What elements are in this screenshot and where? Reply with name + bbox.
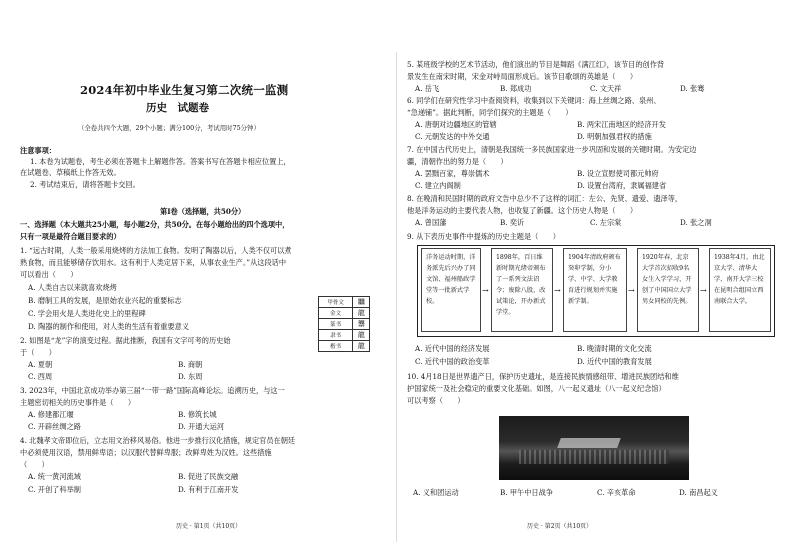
answer-option: B. 磨制工具的发展，是原始农业兴起的重要标志 [28, 296, 182, 305]
character-glyph: 龍 [353, 330, 370, 341]
arrow-right-icon: → [482, 286, 489, 295]
page-footer: 历史 · 第1页（共10页） [176, 523, 242, 530]
event-panel: 1898年，百日维新时期光绪帝颁布了一系列文法诏令；废除八股，改试策论，开办新式学堂。 [491, 248, 553, 332]
question-text: 他是洋务运动的主要代表人物，也收复了新疆。这个历史人物是（ ） [407, 206, 638, 215]
question-text: （ ） [20, 460, 49, 469]
question-text: 3. 2023年，中国北京成功举办第三届“一带一路”国际高峰论坛。追溯历史，与这一 [20, 386, 285, 395]
answer-option: B. 两宋江南地区的经济开发 [577, 120, 666, 129]
answer-option: D. 开通大运河 [178, 422, 225, 431]
answer-option: B. 郑成功 [500, 84, 532, 93]
question-text: 4. 北魏孝文帝即位后，立志用文治移风易俗。他进一步推行汉化措施，规定官员在朝廷 [20, 436, 296, 445]
question-text: 2. 如图是“龙”字的演变过程。据此推断，我国有文字可考的历史始 [20, 336, 231, 345]
answer-option: D. 近代中国的教育发展 [577, 357, 652, 366]
section-heading: 只有一项是最符合题目要求的） [20, 232, 121, 241]
arrow-right-icon: → [628, 286, 635, 295]
answer-option: D. 张骞 [680, 84, 705, 93]
question-text: 1. “远古时期，人类一般采用烧烤的方法加工食物。发明了陶器以后，人类不仅可以煮 [20, 246, 292, 255]
answer-option: D. 南昌起义 [679, 488, 718, 497]
script-label: 隶书 [319, 330, 353, 341]
character-glyph: 龍 [353, 308, 370, 319]
dragon-character-table [318, 296, 370, 352]
character-glyph: 龒 [353, 319, 370, 330]
answer-option: A. 近代中国的经济发展 [415, 344, 490, 353]
answer-option: B. 商朝 [178, 360, 203, 369]
exam-subtitle: 历史 试题卷 [146, 102, 209, 114]
answer-option: D. 陶器的制作和使用，对人类的生活有着重要意义 [28, 322, 190, 331]
answer-option: C. 开辟丝绸之路 [28, 422, 81, 431]
question-text: 于（ ） [20, 348, 56, 357]
answer-option: A. 统一黄河流域 [28, 472, 81, 481]
question-text: 可以看出（ ） [20, 270, 78, 279]
answer-option: C. 建立内阁制 [415, 181, 461, 190]
answer-option: D. 张之洞 [680, 218, 712, 227]
arrow-right-icon: → [700, 286, 707, 295]
question-text: 7. 在中国古代历史上，清朝是我国统一多民族国家进一步巩固和发展的关键时期。为安定边 [407, 145, 697, 154]
section-heading: 一、选择题（本大题共25小题，每小题2分，共50分。在每小题给出的四个选项中， [20, 220, 290, 229]
event-panel: 1920年春，北京大学首次招收9名女生入学学习，开创了中国国立大学男女同校的先例。 [637, 248, 699, 332]
answer-option: C. 文天祥 [590, 84, 622, 93]
script-label: 篆书 [319, 319, 353, 330]
arrow-right-icon: → [554, 286, 561, 295]
history-event-panels [417, 245, 775, 337]
event-panel: 1904年清政府颁布癸卯学制，分小学、中学、大学教育进行规划并实施新学制。 [563, 248, 627, 332]
answer-option: A. 曾国藩 [415, 218, 447, 227]
character-glyph: 𪚥 [353, 297, 370, 308]
character-glyph: 龍 [353, 341, 370, 352]
attention-heading: 注意事项： [20, 146, 56, 155]
question-text: 主题密切相关的历史事件是（ ） [20, 398, 136, 407]
script-label: 金文 [319, 308, 353, 319]
memorial-photo [499, 416, 689, 480]
question-text: 5. 某班级学校的艺术节活动，他们演出的节目是舞蹈《满江红》，该节目的创作背 [407, 60, 665, 69]
answer-option: B. 修筑长城 [178, 410, 217, 419]
exam-page-2 [397, 0, 794, 560]
answer-option: A. 罢黜百家，尊崇儒术 [415, 169, 490, 178]
question-text: 疆，清朝作出的努力是（ ） [407, 157, 508, 166]
answer-option: C. 辛亥革命 [597, 488, 636, 497]
crowd-shape [519, 450, 669, 464]
answer-option: C. 近代中国的政治变革 [415, 357, 490, 366]
memorial-stele-shape [557, 438, 621, 448]
attention-text: 1. 本卷为试题卷，考生必须在答题卡上解题作答。答案书写在答题卡相应位置上， [30, 157, 291, 166]
event-panel: 洋务运动时期，洋务派先后兴办了同文馆、福州船政学堂等一批新式学校。 [421, 248, 481, 332]
answer-option: D. 东周 [178, 372, 203, 381]
question-text: 6. 同学们在研究性学习中查阅资料，收集到以下关键词：海上丝绸之路、泉州、 [407, 96, 661, 105]
answer-option: A. 夏朝 [28, 360, 53, 369]
question-text: 熟食物，而且能够储存饮用水。这有利于人类定居下来，从事农业生产。”从这段话中 [20, 258, 287, 267]
answer-option: B. 晚清时期的文化交流 [577, 344, 652, 353]
event-panel: 1938年4月，由北京大学、清华大学、南开大学三校在昆明合组国立西南联合大学。 [709, 248, 771, 332]
question-text: 8. 在晚清和民国时期的政府文告中总少不了这样的词汇：左公、先贤、遗爱、遗泽等， [407, 194, 683, 203]
attention-text: 在试题卷、草稿纸上作答无效。 [20, 168, 121, 177]
page-footer: 历史 · 第2页（共10页） [527, 523, 593, 530]
answer-option: C. 开创了科举制 [28, 485, 81, 494]
question-text: 景发生在南宋时期，宋金对峙局面形成后。该节目歌颂的英雄是（ ） [407, 72, 638, 81]
answer-option: C. 学会用火是人类进化史上的里程碑 [28, 309, 146, 318]
answer-option: A. 修建都江堰 [28, 410, 74, 419]
answer-option: C. 西周 [28, 372, 53, 381]
answer-option: D. 明朝加强君权的措施 [577, 132, 652, 141]
answer-option: C. 元朝发达的中外交通 [415, 132, 490, 141]
attention-text: 2. 考试结束后，请将答题卡交回。 [30, 180, 140, 189]
answer-option: D. 有利于江南开发 [178, 485, 239, 494]
exam-title: 2024年初中毕业生复习第二次统一监测 [80, 83, 289, 97]
script-label: 甲骨文 [319, 297, 353, 308]
answer-option: B. 促进了民族交融 [178, 472, 239, 481]
question-text: 中必须使用汉语，禁用鲜卑语；以汉服代替鲜卑服；改鲜卑姓为汉姓。这些措施 [20, 448, 272, 457]
answer-option: B. 设立宣慰使司都元帅府 [577, 169, 659, 178]
script-label: 楷书 [319, 341, 353, 352]
question-text: 10. 4月18日是世界遗产日，保护历史遗址，是连接民族情感纽带、增进民族团结和维 [407, 372, 679, 381]
answer-option: B. 甲午中日战争 [500, 488, 553, 497]
exam-note: （全卷共四个大题，29个小题；满分100分，考试用时75分钟） [78, 124, 260, 132]
question-text: “急递铺”。据此判断，同学们探究的主题是（ ） [407, 108, 573, 117]
answer-option: A. 义和团运动 [413, 488, 459, 497]
answer-option: B. 奕䜣 [500, 218, 525, 227]
answer-option: C. 左宗棠 [590, 218, 622, 227]
answer-option: A. 唐朝对边疆地区的管辖 [415, 120, 497, 129]
answer-option: D. 设置台湾府，隶属福建省 [577, 181, 667, 190]
part-heading: 第Ⅰ卷（选择题，共50分） [160, 207, 246, 216]
question-text: 护国家统一及社会稳定的重要文化基础。如图，八一起义遗址（八一起义纪念馆） [407, 384, 666, 393]
question-text: 可以考察（ ） [407, 396, 465, 405]
question-text: 9. 从下表历史事件中提炼的历史主题是（ ） [407, 232, 560, 241]
answer-option: A. 人类自古以来就喜欢烧烤 [28, 283, 117, 292]
answer-option: A. 岳飞 [415, 84, 440, 93]
